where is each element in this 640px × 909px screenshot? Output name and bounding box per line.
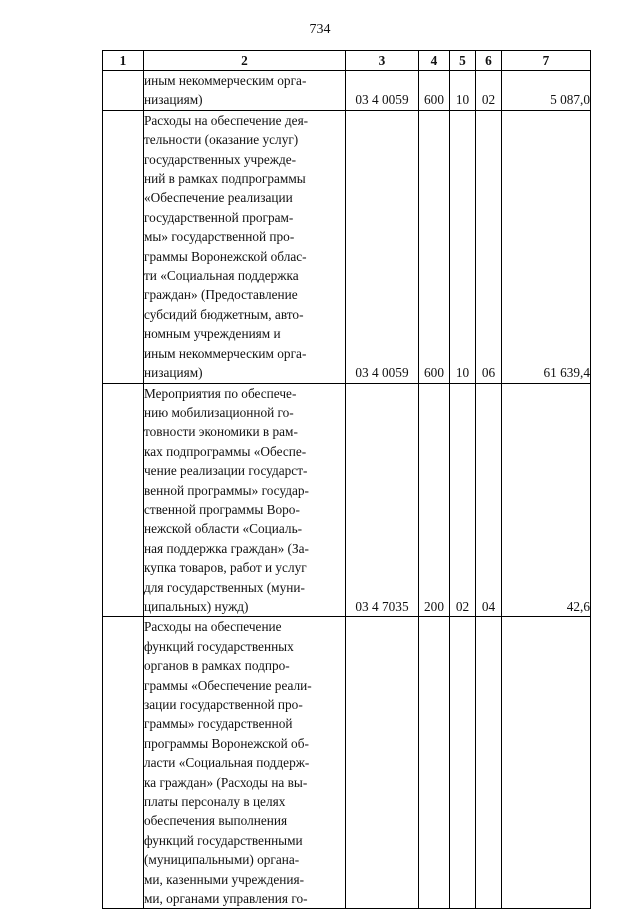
description-line: иным некоммерческим орга- (144, 345, 307, 361)
col-header-7: 7 (502, 51, 591, 71)
description-line: программы Воронежской об- (144, 735, 309, 751)
description-line: чение реализации государст- (144, 463, 308, 479)
col-header-4: 4 (419, 51, 450, 71)
description-cell (144, 383, 346, 617)
col-header-5: 5 (450, 51, 476, 71)
expense-type-cell (419, 617, 450, 909)
subsection-cell: 04 (476, 383, 502, 617)
description-line: низациям) (144, 365, 203, 381)
col-header-2: 2 (144, 51, 346, 71)
description-line: обеспечения выполнения (144, 813, 288, 829)
description-line: номным учреждениям и (144, 326, 281, 342)
description-line: граммы» государственной (144, 716, 293, 732)
description-line: субсидий бюджетным, авто- (144, 306, 304, 322)
budget-table (102, 50, 591, 909)
description-line: зации государственной про- (144, 697, 303, 712)
description-line: ти «Социальная поддержка (144, 268, 299, 284)
col-header-1: 1 (103, 51, 144, 71)
section-cell: 10 (450, 71, 476, 111)
description-line: ципальных) нужд) (144, 598, 249, 614)
description-line: ласти «Социальная поддерж- (144, 755, 310, 771)
program-code-cell (346, 617, 419, 909)
expense-type-cell: 600 (419, 71, 450, 111)
description-line: для государственных (муни- (144, 579, 305, 595)
description-line: государственной програм- (144, 209, 294, 225)
description-line: мы» государственной про- (144, 229, 295, 245)
description-cell (144, 110, 346, 383)
description-line: Расходы на обеспечение дея- (144, 112, 309, 128)
description-line: ственной программы Воро- (144, 501, 300, 517)
row-number-cell (103, 617, 144, 909)
section-cell (450, 617, 476, 909)
description-line: граммы «Обеспечение реали- (144, 677, 312, 693)
col-header-3: 3 (346, 51, 419, 71)
description-line: ний в рамках подпрограммы (144, 171, 306, 187)
table-row (103, 383, 591, 617)
subsection-cell (476, 617, 502, 909)
description-line: (муниципальными) органа- (144, 852, 300, 868)
description-cell (144, 71, 346, 111)
description-line: купка товаров, работ и услуг (144, 560, 307, 576)
description-line: ка граждан» (Расходы на вы- (144, 774, 308, 790)
row-number-cell (103, 71, 144, 111)
description-line: ках подпрограммы «Обеспе- (144, 443, 307, 459)
description-line: венной программы» государ- (144, 482, 309, 498)
subsection-cell: 06 (476, 110, 502, 383)
description-line: государственных учрежде- (144, 151, 297, 167)
description-line: «Обеспечение реализации (144, 190, 293, 206)
col-header-6: 6 (476, 51, 502, 71)
description-line: граммы Воронежской облас- (144, 248, 307, 264)
expense-type-cell: 200 (419, 383, 450, 617)
program-code-cell: 03 4 0059 (346, 71, 419, 111)
description-line: органов в рамках подпро- (144, 658, 290, 674)
description-line: функций государственными (144, 832, 303, 848)
table-row (103, 110, 591, 383)
description-line: граждан» (Предоставление (144, 287, 298, 303)
description-line: ми, казенными учреждения- (144, 871, 305, 887)
description-line: платы персоналу в целях (144, 794, 286, 810)
subsection-cell: 02 (476, 71, 502, 111)
row-number-cell (103, 110, 144, 383)
description-line: Мероприятия по обеспече- (144, 385, 297, 401)
amount-cell: 5 087,0 (502, 71, 591, 111)
header-row (103, 51, 591, 71)
description-line: ми, органами управления го- (144, 891, 308, 907)
description-line: нию мобилизационной го- (144, 404, 294, 420)
description-line: функций государственных (144, 638, 294, 654)
table-row (103, 617, 591, 909)
row-number-cell (103, 383, 144, 617)
description-line: низациям) (144, 92, 203, 108)
description-line: нежской области «Социаль- (144, 521, 303, 537)
amount-cell: 61 639,4 (502, 110, 591, 383)
description-line: иным некоммерческим орга- (144, 73, 307, 88)
page-number: 734 (309, 22, 331, 37)
amount-cell: 42,6 (502, 383, 591, 617)
program-code-cell: 03 4 0059 (346, 110, 419, 383)
description-line: тельности (оказание услуг) (144, 132, 299, 148)
description-line: ная поддержка граждан» (За- (144, 540, 309, 556)
program-code-cell: 03 4 7035 (346, 383, 419, 617)
description-line: товности экономики в рам- (144, 424, 298, 440)
description-cell (144, 617, 346, 909)
section-cell: 10 (450, 110, 476, 383)
expense-type-cell: 600 (419, 110, 450, 383)
table-row (103, 71, 591, 111)
amount-cell (502, 617, 591, 909)
section-cell: 02 (450, 383, 476, 617)
description-line: Расходы на обеспечение (144, 619, 282, 635)
